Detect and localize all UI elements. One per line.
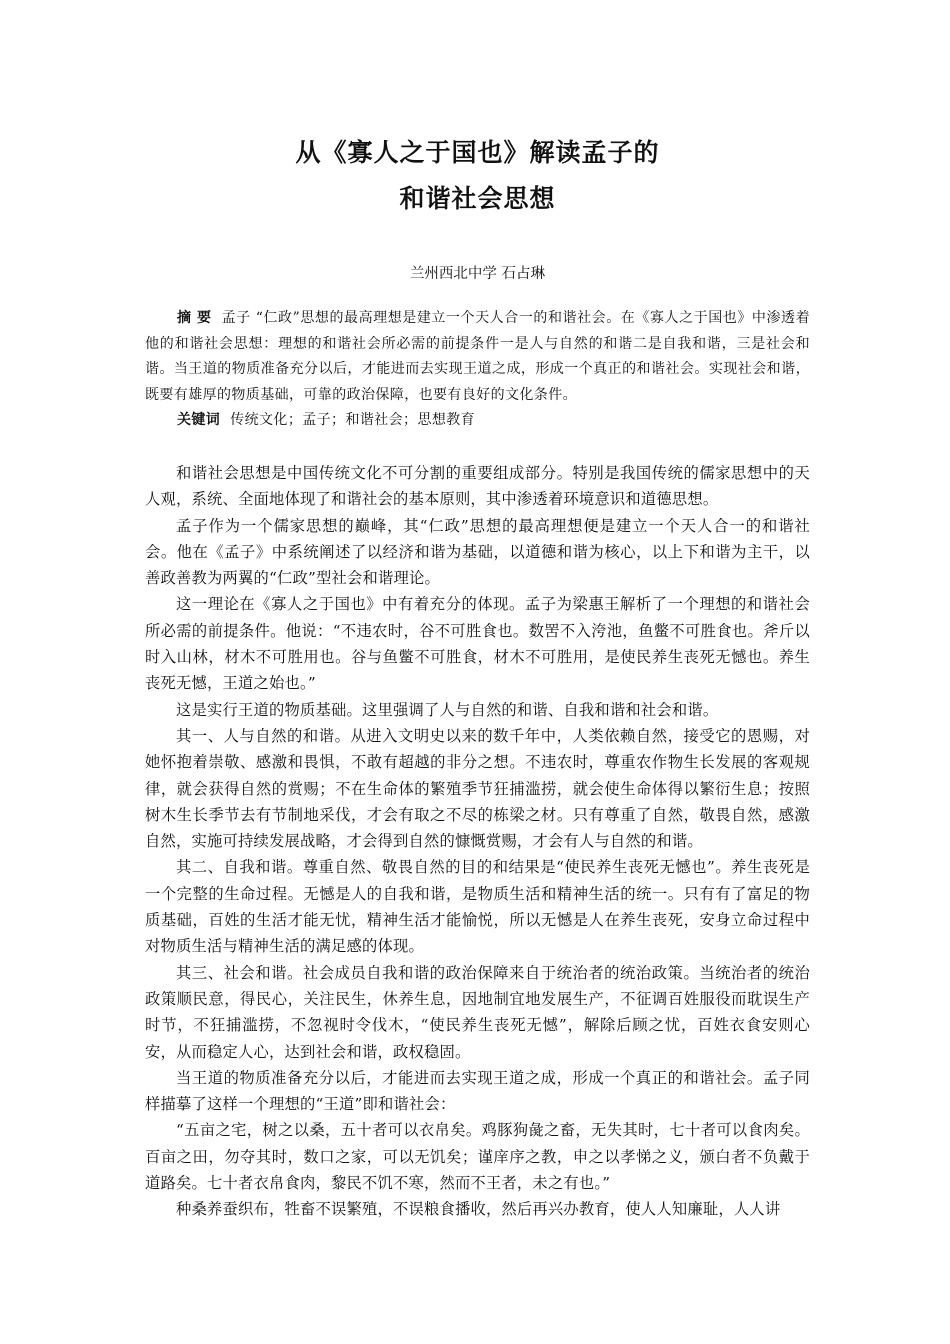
body-paragraph: 当王道的物质准备充分以后，才能进而去实现王道之成，形成一个真正的和谐社会。孟子同样描摹了这样一个理想的“王道”即和谐社会： [145, 1068, 810, 1114]
title-line-1: 从《寡人之于国也》解读孟子的 [295, 138, 660, 167]
article-title [145, 130, 810, 222]
body-paragraph: 孟子作为一个儒家思想的巅峰，其“仁政”思想的最高理想便是建立一个天人合一的和谐社会。他在《孟子》中系统阐述了以经济和谐为基础，以道德和谐为核心，以上下和谐为主干，以善政善教为两翼的“仁政”型社会和谐理论。 [145, 516, 810, 588]
body-paragraph: 其二、自我和谐。尊重自然、敬畏自然的目的和结果是“使民养生丧死无憾也”。养生丧死是一个完整的生命过程。无憾是人的自我和谐，是物质生活和精神生活的统一。只有有了富足的物质基础，百姓的生活才能无忧，精神生活才能愉悦，所以无憾是人在养生丧死，安身立命过程中对物质生活与精神生活的满足感的体现。 [145, 858, 810, 956]
abstract-label: 摘 要 [177, 310, 212, 326]
keywords [145, 408, 810, 433]
document-page [145, 130, 810, 1223]
keyword: ； 思想教育 [403, 412, 475, 428]
keywords-label: 关键词 [177, 412, 221, 428]
author-line: 兰州西北中学 石占琳 [409, 266, 546, 282]
keyword: ； 和谐社会 [331, 412, 403, 428]
body-paragraph: 这是实行王道的物质基础。这里强调了人与自然的和谐、自我和谐和社会和谐。 [176, 700, 719, 719]
body-paragraph: 这一理论在《寡人之于国也》中有着充分的体现。孟子为梁惠王解析了一个理想的和谐社会所必需的前提条件。他说：“不违农时，谷不可胜食也。数罟不入洿池，鱼鳖不可胜食也。斧斤以时入山林，材木不可胜用也。谷与鱼鳖不可胜食，材木不可胜用，是使民养生丧死无憾也。养生丧死无憾，王道之始也。” [145, 595, 810, 693]
title-line-2: 和谐社会思想 [399, 184, 556, 213]
body-paragraph: 种桑养蚕织布，牲畜不误繁殖，不误粮食播收，然后再兴办教育，使人人知廉耻，人人讲 [176, 1200, 781, 1219]
keyword: 传统文化 [230, 412, 288, 428]
article-body [145, 460, 810, 1223]
body-paragraph: 和谐社会思想是中国传统文化不可分割的重要组成部分。特别是我国传统的儒家思想中的天人观，系统、全面地体现了和谐社会的基本原则，其中渗透着环境意识和道德思想。 [145, 464, 810, 509]
quote-paragraph: “五亩之宅，树之以桑，五十者可以衣帛矣。鸡豚狗彘之畜，无失其时，七十者可以食肉矣。百亩之田，勿夺其时，数口之家，可以无饥矣；谨庠序之教，申之以孝悌之义，颁白者不负戴于道路矣。七十者衣帛食肉，黎民不饥不寒，然而不王者，未之有也。” [145, 1121, 810, 1193]
body-paragraph: 其三、社会和谐。社会成员自我和谐的政治保障来自于统治者的统治政策。当统治者的统治政策顺民意，得民心，关注民生，休养生息，因地制宜地发展生产，不征调百姓服役而耽误生产时节，不狂捕滥捞，不忽视时令伐木，“使民养生丧死无憾”，解除后顾之忧，百姓衣食安则心安，从而稳定人心，达到社会和谐，政权稳固。 [145, 963, 810, 1061]
abstract-text: 孟子 “仁政”思想的最高理想是建立一个天人合一的和谐社会。在《寡人之于国也》中渗透着他的和谐社会思想：理想的和谐社会所必需的前提条件一是人与自然的和谐二是自我和谐，三是社会和谐。当王道的物质准备充分以后，才能进而去实现王道之成，形成一个真正的和谐社会。实现社会和谐，既要有雄厚的物质基础，可靠的政治保障，也要有良好的文化条件。 [145, 310, 810, 403]
abstract [145, 306, 810, 408]
body-paragraph: 其一、人与自然的和谐。从进入文明史以来的数千年中，人类依赖自然，接受它的恩赐，对她怀抱着崇敬、感激和畏惧，不敢有超越的非分之想。不违农时，尊重农作物生长发展的客观规律，就会获得自然的赏赐；不在生命体的繁殖季节狂捕滥捞，就会使生命体得以繁衍生息；按照树木生长季节去有节制地采伐，才会有取之不尽的栋梁之材。只有尊重了自然，敬畏自然，感激自然，实施可持续发展战略，才会得到自然的慷慨赏赐，才会有人与自然的和谐。 [145, 726, 810, 851]
keyword: ； 孟子 [288, 412, 331, 428]
